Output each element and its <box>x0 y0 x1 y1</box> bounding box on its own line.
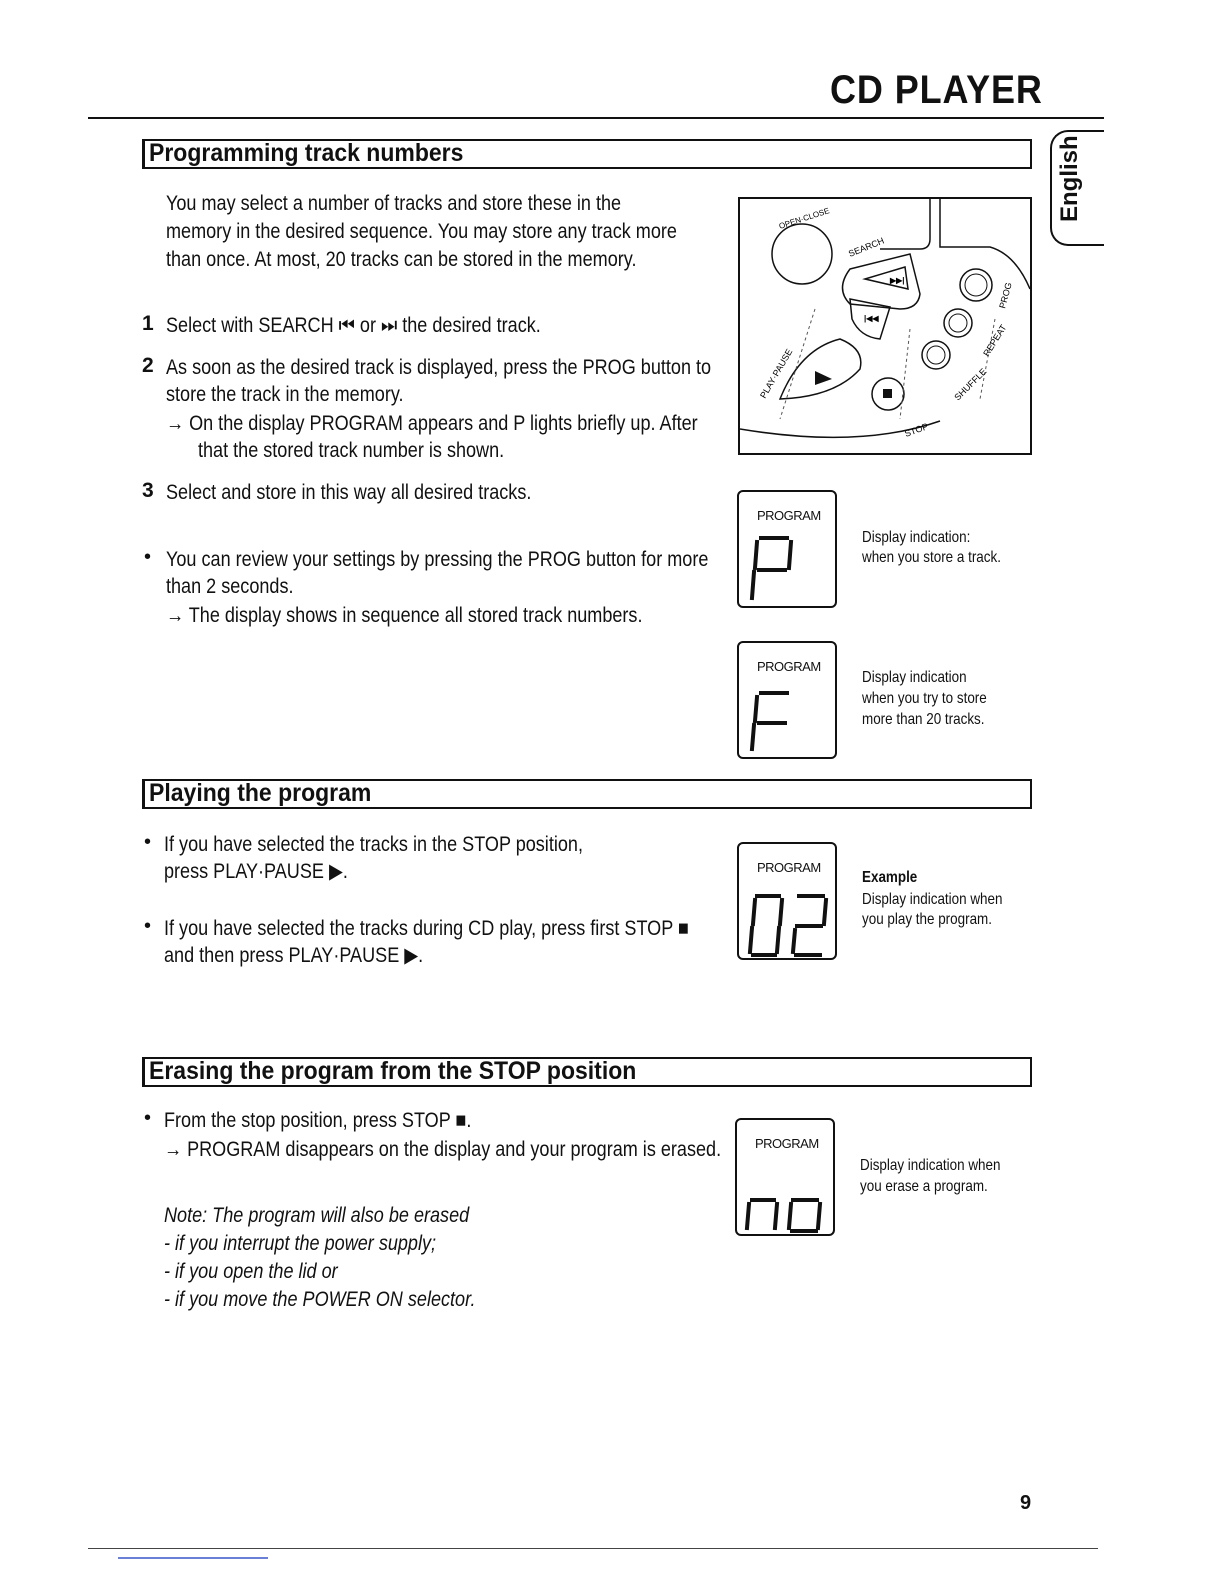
playing-bullet-1-line-2: press PLAY·PAUSE ▶. <box>164 860 348 883</box>
header-rule <box>88 117 1104 119</box>
note-line-2: - if you interrupt the power supply; <box>164 1232 437 1255</box>
seven-segment-f <box>739 643 839 761</box>
lcd-display-p <box>737 490 837 608</box>
lcd-program-label: PROGRAM <box>755 1136 819 1151</box>
playing-bullet-1-line-1: If you have selected the tracks in the STOP position, <box>164 833 583 856</box>
tip-line-2: than 2 seconds. <box>166 575 294 598</box>
seven-segment-p <box>739 492 839 610</box>
caption-1-line-2: when you store a track. <box>862 549 1001 566</box>
lcd-display-02 <box>737 842 837 960</box>
note-line-4: - if you move the POWER ON selector. <box>164 1288 476 1311</box>
lcd-program-label: PROGRAM <box>757 508 821 523</box>
note-line-3: - if you open the lid or <box>164 1260 338 1283</box>
caption-3-bold <box>862 868 917 888</box>
cd-player-drawing <box>740 199 1030 453</box>
playing-bullet-2-line-2: and then press PLAY·PAUSE ▶. <box>164 944 424 967</box>
language-tab-label: English <box>1056 135 1083 222</box>
caption-4-line-2: you erase a program. <box>860 1178 988 1195</box>
play-pause-label: PLAY·PAUSE <box>758 347 795 400</box>
lcd-program-label: PROGRAM <box>757 659 821 674</box>
step-2-result-2: that the stored track number is shown. <box>198 439 505 462</box>
open-close-button <box>772 224 832 284</box>
caption-4-line-1: Display indication when <box>860 1157 1001 1174</box>
caption-2-line-2: when you try to store <box>862 690 987 707</box>
playing-bullet-2-line-1: If you have selected the tracks during CD play, press first STOP ■ <box>164 917 689 940</box>
step-2-line-2: store the track in the memory. <box>166 383 404 406</box>
step-2-line-1: As soon as the desired track is displayed, press the PROG button to <box>166 356 712 379</box>
section-title-playing: Playing the program <box>149 779 372 807</box>
footer-accent <box>118 1557 268 1559</box>
bullet-dot: • <box>144 831 152 853</box>
intro-line-3: than once. At most, 20 tracks can be stored in the memory. <box>166 248 637 271</box>
play-pause-button <box>780 339 861 399</box>
lcd-program-label: PROGRAM <box>757 860 821 875</box>
bullet-dot: • <box>144 1107 152 1129</box>
section-header-programming <box>142 139 1032 169</box>
section-header-erasing <box>142 1057 1032 1087</box>
repeat-label: REPEAT <box>981 322 1009 359</box>
step-number-2: 2 <box>142 354 154 377</box>
step-1-text: Select with SEARCH ⏮ or ⏭ the desired track. <box>166 314 541 337</box>
repeat-button <box>944 309 972 337</box>
page-title: CD PLAYER <box>830 68 1043 112</box>
section-title-erasing: Erasing the program from the STOP position <box>149 1057 637 1085</box>
bullet-dot: • <box>144 915 152 937</box>
shuffle-button <box>922 341 950 369</box>
prog-label: PROG <box>997 281 1014 310</box>
note-line-1: Note: The program will also be erased <box>164 1204 470 1227</box>
cd-player-illustration <box>738 197 1032 455</box>
intro-line-2: memory in the desired sequence. You may store any track more <box>166 220 677 243</box>
search-label: SEARCH <box>847 235 886 259</box>
tip-line-1: You can review your settings by pressing the PROG button for more <box>166 548 709 571</box>
bullet-dot: • <box>144 546 152 568</box>
footer-rule <box>88 1548 1098 1549</box>
erasing-bullet-1: From the stop position, press STOP ■. <box>164 1109 472 1132</box>
step-2-result-1: → On the display PROGRAM appears and P lights briefly up. After <box>166 412 698 435</box>
step-number-1: 1 <box>142 312 154 335</box>
section-title-programming: Programming track numbers <box>149 139 464 167</box>
prev-icon: |◀◀ <box>864 314 879 323</box>
caption-2-line-3: more than 20 tracks. <box>862 711 985 728</box>
caption-3-line-2: you play the program. <box>862 911 992 928</box>
next-icon: ▶▶| <box>890 276 905 285</box>
tip-result: → The display shows in sequence all stored track numbers. <box>166 604 643 627</box>
lcd-display-no <box>735 1118 835 1236</box>
intro-line-1: You may select a number of tracks and store these in the <box>166 192 622 215</box>
step-number-3: 3 <box>142 479 154 502</box>
caption-1-line-1: Display indication: <box>862 529 971 546</box>
language-tab <box>1050 130 1104 246</box>
lcd-display-f <box>737 641 837 759</box>
step-3-text: Select and store in this way all desired tracks. <box>166 481 532 504</box>
section-header-playing <box>142 779 1032 809</box>
erasing-result: → PROGRAM disappears on the display and your program is erased. <box>164 1138 722 1161</box>
seven-segment-02 <box>739 844 839 962</box>
caption-3-title: Example <box>862 869 918 886</box>
stop-label: STOP <box>903 421 930 439</box>
shuffle-label: SHUFFLE <box>952 366 989 403</box>
caption-3-line-1: Display indication when <box>862 891 1003 908</box>
seven-segment-no <box>737 1120 837 1238</box>
open-close-label: OPEN·CLOSE <box>777 206 831 231</box>
page-number: 9 <box>1020 1492 1032 1514</box>
caption-2-line-1: Display indication <box>862 669 967 686</box>
